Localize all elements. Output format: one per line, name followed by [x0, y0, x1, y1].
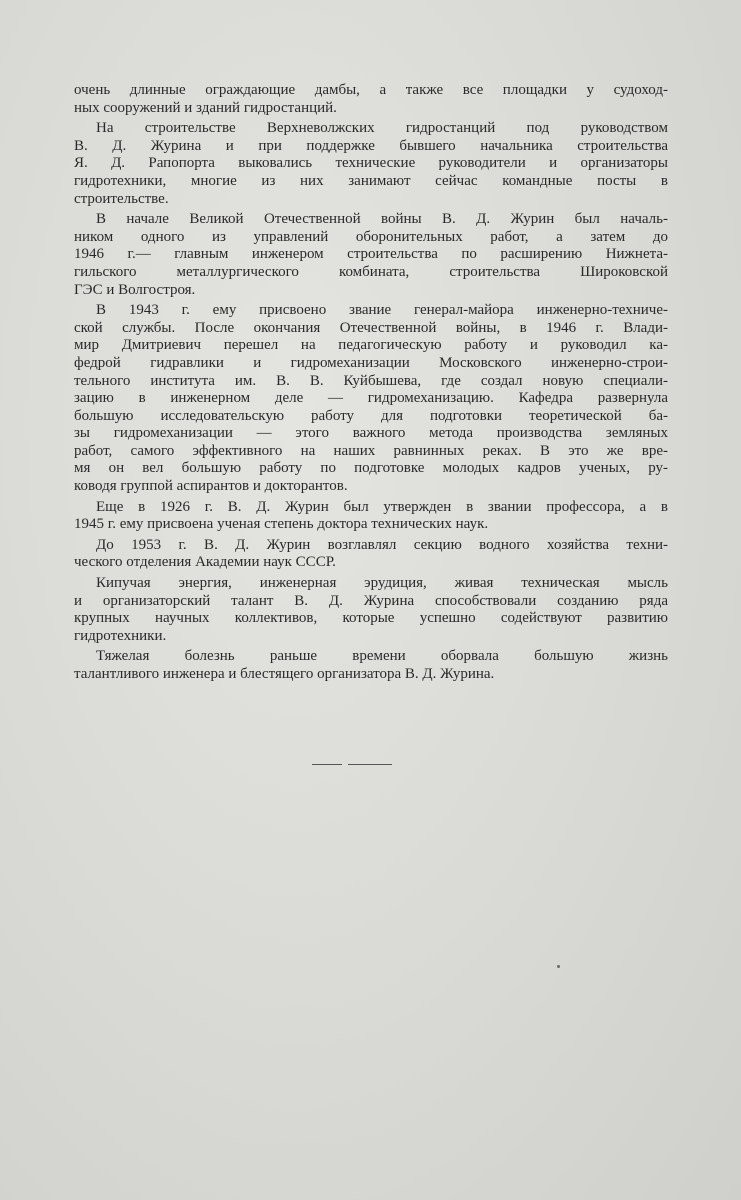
- text-line: зы гидромеханизации — этого важного метода производства земляных: [74, 425, 668, 442]
- text-line: ской службы. После окончания Отечественной войны, в 1946 г. Влади-: [74, 319, 668, 336]
- text-line: очень длинные ограждающие дамбы, а также все площадки у судоход-: [74, 82, 668, 98]
- text-line: Я. Д. Рапопорта выковались технические руководители и организаторы: [74, 155, 668, 172]
- text-line: ГЭС и Волгостроя.: [74, 281, 196, 298]
- text-line: работ, самого эффективного на наших равнинных реках. В это же вре-: [74, 442, 668, 459]
- text-line: В. Д. Журина и при поддержке бывшего начальника строительства: [74, 137, 668, 154]
- page-text-block: [74, 82, 668, 684]
- text-line: Тяжелая болезнь раньше времени оборвала большую жизнь: [96, 648, 668, 665]
- paragraph: [74, 575, 668, 645]
- paper-speck: [557, 965, 560, 968]
- text-line: талантливого инженера и блестящего организатора В. Д. Журина.: [74, 666, 495, 682]
- text-line: Еще в 1926 г. В. Д. Журин был утвержден в звании профессора, а в: [96, 498, 668, 515]
- text-line: На строительстве Верхневолжских гидростанций под руководством: [96, 120, 668, 137]
- text-line: В начале Великой Отечественной войны В. Д. Журин был началь-: [96, 211, 668, 228]
- paragraph: [74, 302, 668, 496]
- text-line: гильского металлургического комбината, строительства Широковской: [74, 263, 668, 280]
- separator-dash: [348, 764, 392, 765]
- text-line: зацию в инженерном деле — гидромеханизацию. Кафедра развернула: [74, 390, 668, 407]
- text-line: 1946 г.— главным инженером строительства по расширению Нижнета-: [74, 246, 668, 263]
- text-line: ководя группой аспирантов и докторантов.: [74, 478, 348, 495]
- paragraph: [74, 120, 668, 208]
- text-line: ных сооружений и зданий гидростанций.: [74, 99, 337, 116]
- text-line: ческого отделения Академии наук СССР.: [74, 554, 336, 571]
- paragraph: [74, 648, 668, 683]
- separator-dash: [312, 764, 342, 765]
- section-separator: [312, 763, 392, 767]
- text-line: Кипучая энергия, инженерная эрудиция, живая техническая мысль: [96, 575, 668, 592]
- text-line: 1945 г. ему присвоена ученая степень доктора технических наук.: [74, 516, 489, 533]
- text-line: ником одного из управлений оборонительных работ, а затем до: [74, 228, 668, 245]
- text-line: гидротехники, многие из них занимают сейчас командные посты в: [74, 172, 668, 189]
- text-line: крупных научных коллективов, которые успешно содействуют развитию: [74, 610, 668, 627]
- text-line: мя он вел большую работу по подготовке молодых кадров ученых, ру-: [74, 460, 668, 477]
- text-line: В 1943 г. ему присвоено звание генерал-майора инженерно-техниче-: [96, 302, 668, 319]
- text-line: До 1953 г. В. Д. Журин возглавлял секцию водного хозяйства техни-: [96, 536, 668, 553]
- text-line: федрой гидравлики и гидромеханизации Московского инженерно-строи-: [74, 354, 668, 371]
- text-line: и организаторский талант В. Д. Журина способствовали созданию ряда: [74, 592, 668, 609]
- text-line: мир Дмитриевич перешел на педагогическую работу и руководил ка-: [74, 337, 668, 354]
- paragraph: [74, 211, 668, 299]
- paragraph: [74, 82, 668, 117]
- paragraph: [74, 537, 668, 572]
- text-line: большую исследовательскую работу для подготовки теоретической ба-: [74, 407, 668, 424]
- text-line: гидротехники.: [74, 627, 167, 644]
- text-line: тельного института им. В. В. Куйбышева, где создал новую специали-: [74, 372, 668, 389]
- paragraph: [74, 499, 668, 534]
- text-line: строительстве.: [74, 190, 169, 207]
